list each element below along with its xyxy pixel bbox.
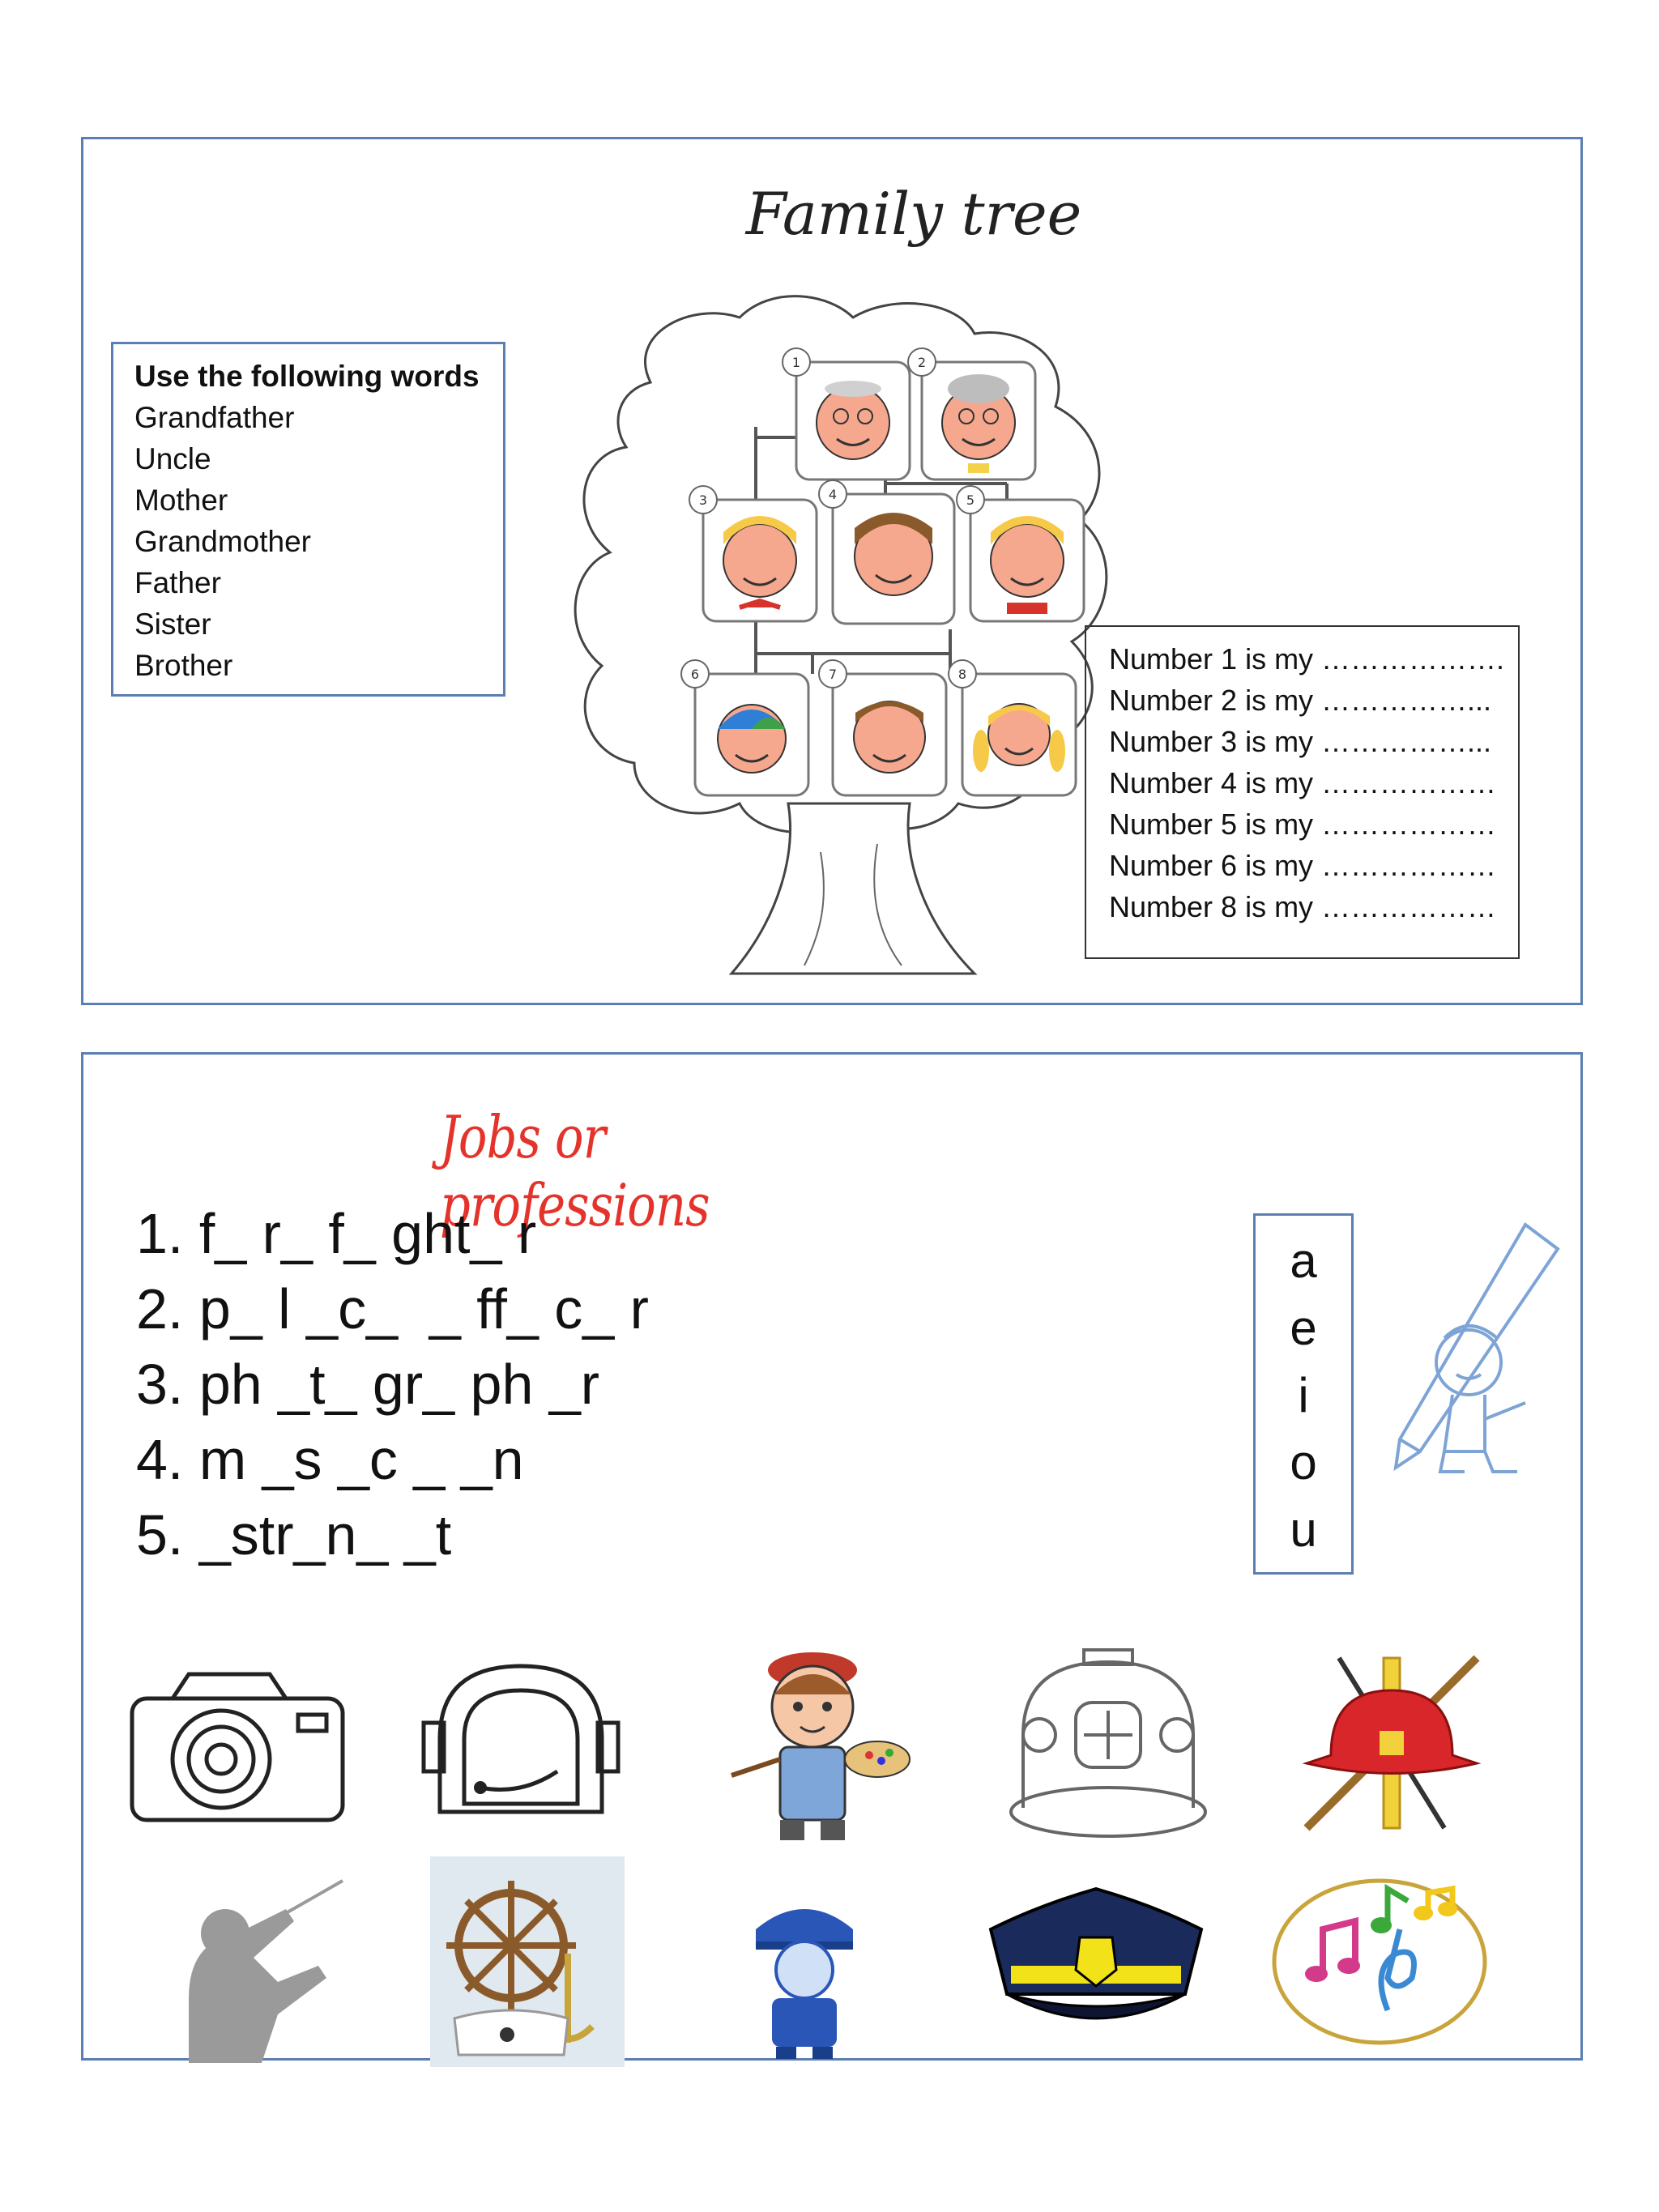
sailor-icon xyxy=(430,1856,625,2067)
music-notes-icon xyxy=(1266,1873,1493,2051)
boy-with-pencil-icon xyxy=(1363,1208,1574,1484)
tree-number-3: 3 xyxy=(698,492,708,508)
sentence-line: Number 8 is my ……………… xyxy=(1109,890,1497,923)
family-member-4 xyxy=(833,494,954,624)
vowel: e xyxy=(1290,1301,1317,1355)
painter-child-icon xyxy=(715,1638,918,1848)
job-item: 4. m _s _c _ _n xyxy=(136,1428,524,1491)
family-member-6 xyxy=(695,674,808,795)
word-bank-item: Mother xyxy=(134,484,228,517)
family-member-1 xyxy=(796,362,910,479)
jobs-panel xyxy=(81,1052,1583,2061)
police-cap-icon xyxy=(983,1881,1209,2043)
tree-icon xyxy=(553,285,1153,990)
word-bank-item: Father xyxy=(134,566,221,599)
job-item: 1. f_ r_ f_ ght_ r xyxy=(136,1202,537,1265)
family-member-2 xyxy=(922,362,1035,479)
tree-number-4: 4 xyxy=(828,487,838,502)
family-member-3 xyxy=(703,500,817,621)
job-item: 2. p_ l _c_ _ ff_ c_ r xyxy=(136,1277,649,1340)
tree-number-2: 2 xyxy=(917,355,927,370)
vowel: o xyxy=(1290,1435,1317,1490)
sentence-line: Number 1 is my ………………. xyxy=(1109,642,1505,676)
vowel-box xyxy=(1253,1213,1354,1575)
tree-number-5: 5 xyxy=(966,492,975,508)
job-item: 3. ph _t_ gr_ ph _r xyxy=(136,1353,600,1416)
diving-helmet-icon xyxy=(999,1646,1218,1848)
tree-number-7: 7 xyxy=(828,667,838,682)
firefighter-emblem-icon xyxy=(1290,1642,1493,1844)
vowel: i xyxy=(1298,1368,1309,1422)
vowel: a xyxy=(1290,1234,1317,1288)
camera-icon xyxy=(124,1658,351,1836)
family-member-8 xyxy=(962,674,1076,795)
word-bank xyxy=(111,342,505,697)
pilot-icon xyxy=(731,1889,877,2059)
word-bank-item: Uncle xyxy=(134,442,211,475)
sentence-line: Number 5 is my ……………… xyxy=(1109,808,1497,841)
sentence-line: Number 3 is my ……………... xyxy=(1109,725,1492,758)
word-bank-heading: Use the following words xyxy=(134,360,480,393)
word-bank-item: Brother xyxy=(134,649,233,682)
sentence-box xyxy=(1085,625,1520,959)
word-bank-item: Grandmother xyxy=(134,525,311,558)
family-tree-title: Family tree xyxy=(745,180,1082,248)
tree-number-8: 8 xyxy=(957,667,967,682)
vowel: u xyxy=(1290,1502,1317,1557)
jobs-title: Jobs or professions xyxy=(440,1103,710,1239)
astronaut-helmet-icon xyxy=(416,1650,626,1844)
tree-number-1: 1 xyxy=(791,355,801,370)
sentence-line: Number 2 is my ……………... xyxy=(1109,684,1492,717)
job-item: 5. _str_n_ _t xyxy=(136,1503,452,1566)
family-member-5 xyxy=(970,500,1084,621)
tree-number-6: 6 xyxy=(690,667,700,682)
word-bank-item: Grandfather xyxy=(134,401,295,434)
sentence-line: Number 6 is my ……………… xyxy=(1109,849,1497,882)
family-member-7 xyxy=(833,674,946,795)
conductor-icon xyxy=(156,1877,351,2063)
family-tree-panel xyxy=(81,137,1583,1005)
jobs-list xyxy=(136,1196,649,1573)
sentence-line: Number 4 is my ……………… xyxy=(1109,766,1497,799)
word-bank-item: Sister xyxy=(134,607,211,641)
